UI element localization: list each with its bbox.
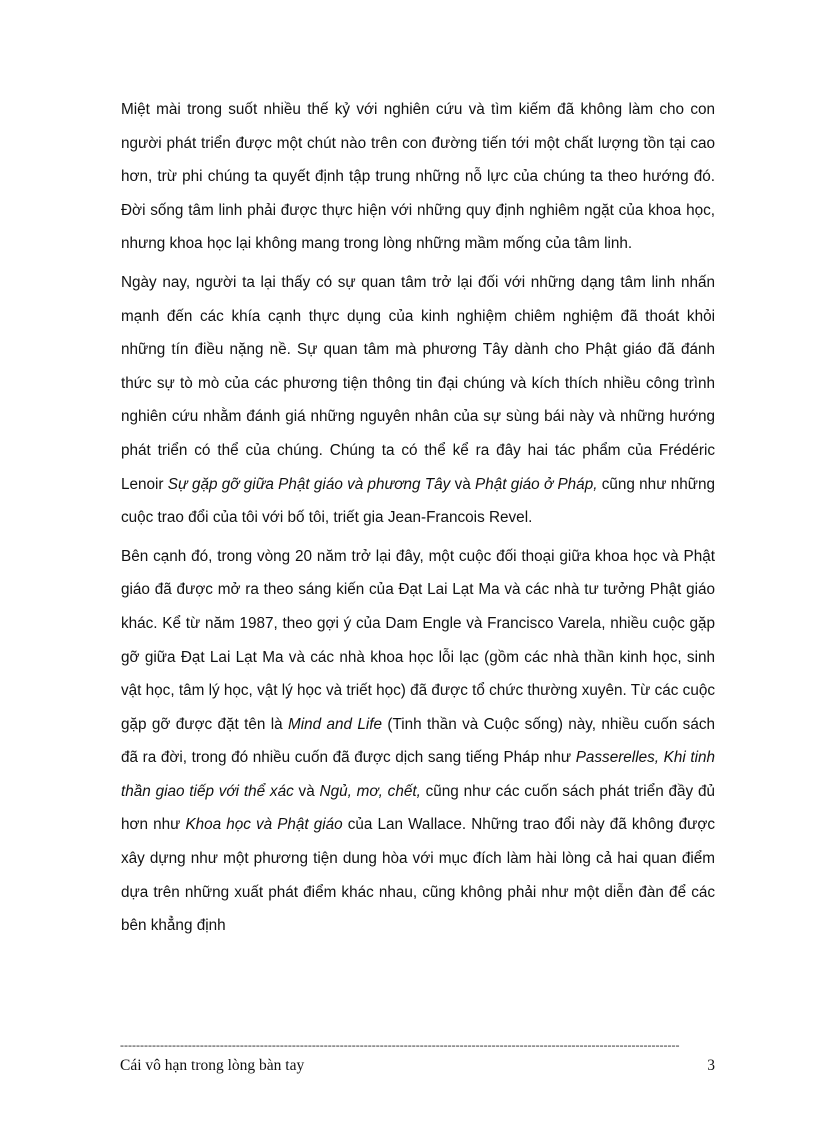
paragraph-3-text-2: (Tinh thần và Cuộc sống) này, nhiều cuốn sách đã ra đời, trong đó nhiều cuốn đã được dịch sang tiếng Pháp như: [121, 715, 715, 767]
paragraph-3-text-3: và: [293, 782, 320, 800]
paragraph-3-text-4: cũng như các cuốn sách phát triển đầy đủ hơn như: [121, 782, 715, 834]
book-title-phat-giao-o-phap: Phật giáo ở Pháp,: [475, 475, 598, 493]
paragraph-2-text-3: cũng như những cuộc trao đổi của tôi với bố tôi, triết gia Jean-Francois Revel.: [121, 475, 715, 527]
body-text: [121, 93, 715, 948]
book-title-passerelles: Passerelles, Khi tinh thần giao tiếp với thể xác: [121, 749, 716, 800]
book-title-mind-and-life: Mind and Life: [288, 715, 383, 733]
paragraph-3: [121, 540, 715, 943]
paragraph-3-text-1: Bên cạnh đó, trong vòng 20 năm trở lại đây, một cuộc đối thoại giữa khoa học và Phật giáo đã được mở ra theo sáng kiến của Đạt Lai Lạt Ma và các nhà tư tưởng Phật giáo khác. Kể từ năm 1987, theo gợi ý của Dam Engle và Francisco Varela, nhiều cuộc gặp gỡ giữa Đạt Lai Lạt Ma và các nhà khoa học lỗi lạc (gồm các nhà thần kinh học, sinh vật học, tâm lý học, vật lý học và triết học) đã được tổ chức thường xuyên. Từ các cuộc gặp gỡ được đặt tên là: [121, 547, 715, 733]
footer-book-title: Cái vô hạn trong lòng bàn tay: [120, 1057, 305, 1074]
paragraph-3-text-5: của Lan Wallace. Những trao đổi này đã không được xây dựng như một phương tiện dung hòa với mục đích làm hài lòng cả hai quan điểm dựa trên những xuất phát điểm khác nhau, cũng không phải như một diễn đàn để các bên khẳng định: [121, 816, 716, 935]
paragraph-2-text-1: Ngày nay, người ta lại thấy có sự quan tâm trở lại đối với những dạng tâm linh nhấn mạnh đến các khía cạnh thực dụng của kinh nghiệm chiêm nghiệm đã thoát khỏi những tín điều nặng nề. Sự quan tâm mà phương Tây dành cho Phật giáo đã đánh thức sự tò mò của các phương tiện thông tin đại chúng và kích thích nhiều công trình nghiên cứu nhằm đánh giá những nguyên nhân của sự sùng bái này và những hướng phát triển có thể của chúng. Chúng ta có thể kể ra đây hai tác phẩm của Frédéric Lenoir: [121, 273, 715, 493]
paragraph-2: [121, 266, 715, 535]
book-title-su-gap-go: Sự gặp gỡ giữa Phật giáo và phương Tây: [167, 475, 451, 493]
book-title-khoa-hoc-va-phat-giao: Khoa học và Phật giáo: [185, 816, 343, 834]
page-number: 3: [707, 1057, 715, 1074]
footer-divider: --------------------------------------------------------------------------------------------------------------------------------------------: [120, 1038, 680, 1052]
paragraph-2-text-2: và: [450, 475, 476, 493]
paragraph-1: Miệt mài trong suốt nhiều thế kỷ với nghiên cứu và tìm kiếm đã không làm cho con người phát triển được một chút nào trên con đường tiến tới một chất lượng tồn tại cao hơn, trừ phi chúng ta quyết định tập trung những nỗ lực của chúng ta theo hướng đó. Đời sống tâm linh phải được thực hiện với những quy định nghiêm ngặt của khoa học, nhưng khoa học lại không mang trong lòng những mầm mống của tâm linh.: [121, 101, 715, 253]
book-title-ngu-mo-chet: Ngủ, mơ, chết,: [319, 782, 421, 800]
